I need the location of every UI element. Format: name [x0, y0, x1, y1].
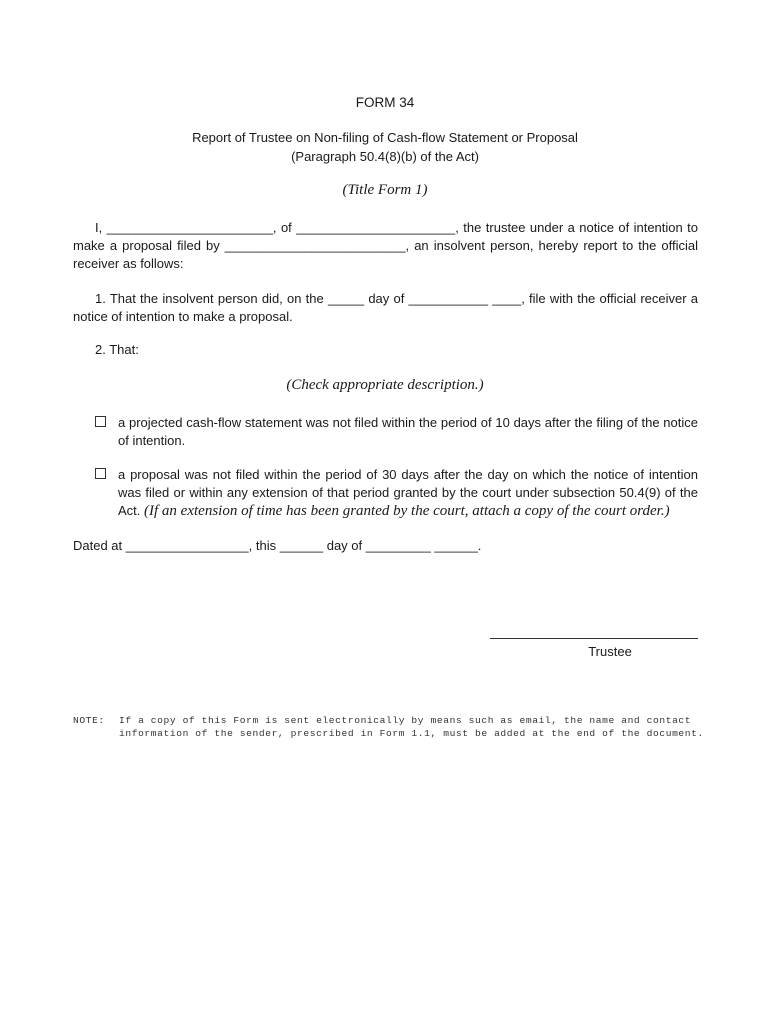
intro-paragraph: I, _______________________, of ______________________, the trustee under a notice of intention to make a proposal filed by _________________________, an insolvent person, hereby report to the official receiver as follows: — [73, 220, 698, 271]
option-proposal-text — [118, 466, 698, 520]
checkbox-cashflow[interactable] — [95, 416, 106, 427]
note-text: If a copy of this Form is sent electronically by means such as email, the name and contact information of the sender, prescribed in Form 1.1, must be added at the end of the document. — [119, 715, 704, 739]
note-label: NOTE: — [73, 715, 105, 726]
title-form-note: (Title Form 1) — [342, 182, 428, 198]
form-subtitle: Report of Trustee on Non-filing of Cash-flow Statement or Proposal — [192, 130, 578, 145]
checkbox-proposal[interactable] — [95, 468, 106, 479]
form-title: FORM 34 — [355, 95, 415, 110]
form-paragraph-reference: (Paragraph 50.4(8)(b) of the Act) — [291, 149, 479, 164]
option-cashflow-text: a projected cash-flow statement was not filed within the period of 10 days after the filing of the notice of intention. — [118, 415, 698, 448]
option-proposal-italic-note: (If an extension of time has been granted by the court, attach a copy of the court order.) — [144, 503, 670, 519]
item-1-paragraph: 1. That the insolvent person did, on the _____ day of ___________ ____, file with the official receiver a notice of intention to make a proposal. — [73, 291, 698, 324]
signature-line — [490, 638, 698, 639]
check-instruction: (Check appropriate description.) — [286, 377, 484, 393]
dated-line: Dated at _________________, this ______ day of _________ ______. — [73, 538, 482, 553]
trustee-label: Trustee — [588, 644, 632, 659]
item-2-label: 2. That: — [95, 342, 139, 357]
option-proposal-main: a proposal was not filed within the period of 30 days after the day on which the notice of intention was filed or within any extension of that period granted by the court under subsection 50.4(9) of the Act. — [118, 467, 698, 518]
